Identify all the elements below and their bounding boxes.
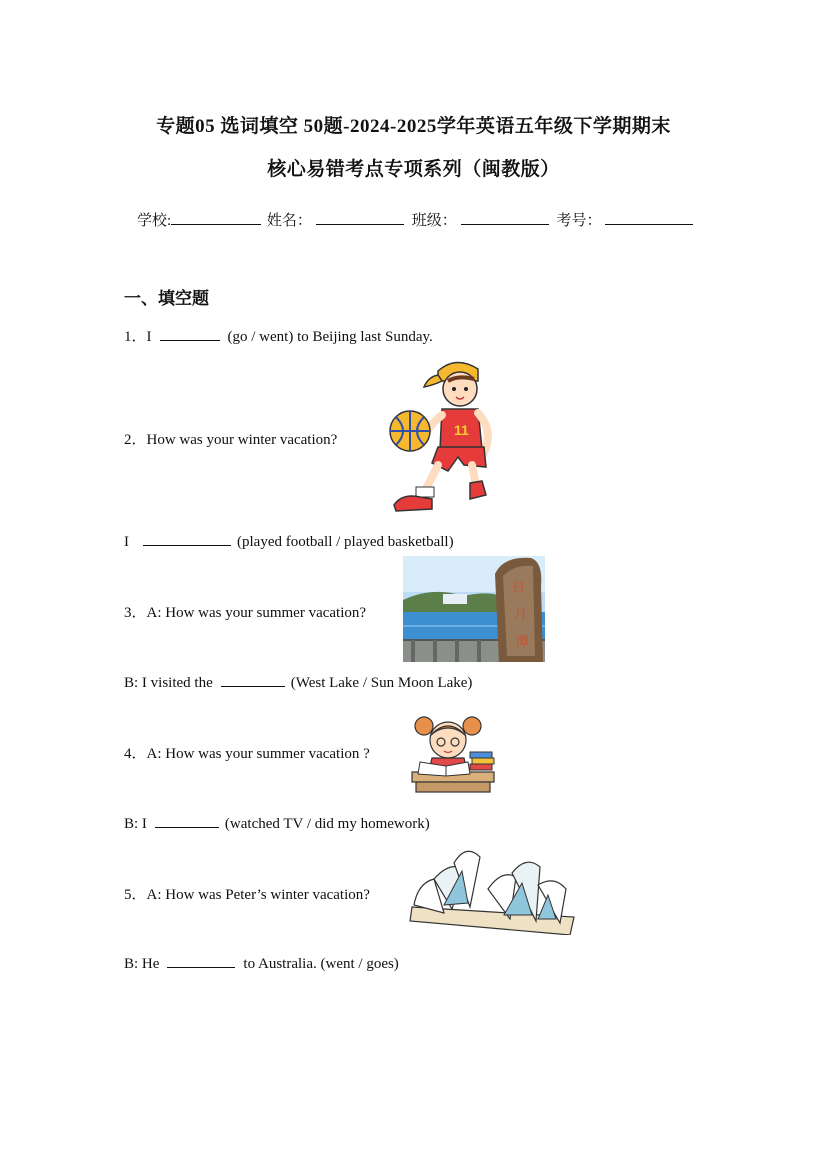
answer-prefix: B: I visited the (124, 675, 213, 691)
section-heading: 一、填空题 (124, 289, 209, 308)
answer-blank[interactable] (160, 326, 220, 341)
question-text: A: How was your summer vacation? (146, 605, 367, 621)
school-blank[interactable] (171, 208, 261, 225)
sun-moon-lake-image (403, 556, 545, 662)
boy-playing-basketball-image (386, 353, 496, 515)
document-title-line2: 核心易错考点专项系列（闽教版） (267, 159, 560, 180)
svg-text:潭: 潭 (516, 635, 530, 650)
svg-text:月: 月 (514, 607, 528, 622)
question-number: 4． (124, 746, 147, 762)
question-number: 3． (124, 605, 147, 621)
school-label: 学校: (137, 213, 172, 229)
question-number: 2． (124, 432, 147, 448)
answer-blank[interactable] (143, 531, 231, 546)
answer-prefix: B: He (124, 956, 160, 972)
svg-text:11: 11 (454, 422, 469, 438)
rock-carving-text: 日 (512, 581, 526, 596)
question-2-answer (124, 531, 454, 551)
question-3 (124, 601, 366, 622)
answer-blank[interactable] (155, 813, 219, 828)
question-text: (go / went) to Beijing last Sunday. (227, 329, 433, 345)
question-number: 5． (124, 887, 147, 903)
answer-options: (West Lake / Sun Moon Lake) (290, 675, 473, 691)
girl-doing-homework-image (406, 704, 498, 796)
question-3-answer (124, 672, 472, 692)
number-label: 考号： (556, 213, 602, 229)
name-label: 姓名： (266, 213, 312, 229)
answer-options: (played football / played basketball) (237, 534, 454, 550)
answer-prefix: B: I (124, 816, 147, 832)
question-5 (124, 883, 370, 904)
number-blank[interactable] (605, 208, 693, 225)
student-info-line (137, 208, 697, 230)
question-4 (124, 742, 370, 763)
question-1 (124, 325, 433, 346)
question-5-answer (124, 953, 399, 973)
answer-options: (watched TV / did my homework) (224, 816, 430, 832)
question-4-answer (124, 813, 430, 833)
answer-options: to Australia. (went / goes) (243, 956, 399, 972)
question-number: 1． (124, 329, 147, 345)
class-label: 班级： (411, 213, 457, 229)
question-text: I (146, 329, 152, 345)
question-text: A: How was Peter’s winter vacation? (146, 887, 370, 903)
sydney-opera-house-image (404, 843, 576, 935)
name-blank[interactable] (316, 208, 404, 225)
answer-blank[interactable] (167, 953, 235, 968)
question-text: A: How was your summer vacation ? (146, 746, 370, 762)
class-blank[interactable] (461, 208, 549, 225)
question-text: How was your winter vacation? (146, 432, 338, 448)
answer-blank[interactable] (221, 672, 285, 687)
answer-prefix: I (124, 534, 129, 550)
document-title-line1: 专题05 选词填空 50题-2024-2025学年英语五年级下学期期末 (156, 116, 671, 137)
question-2 (124, 428, 337, 449)
